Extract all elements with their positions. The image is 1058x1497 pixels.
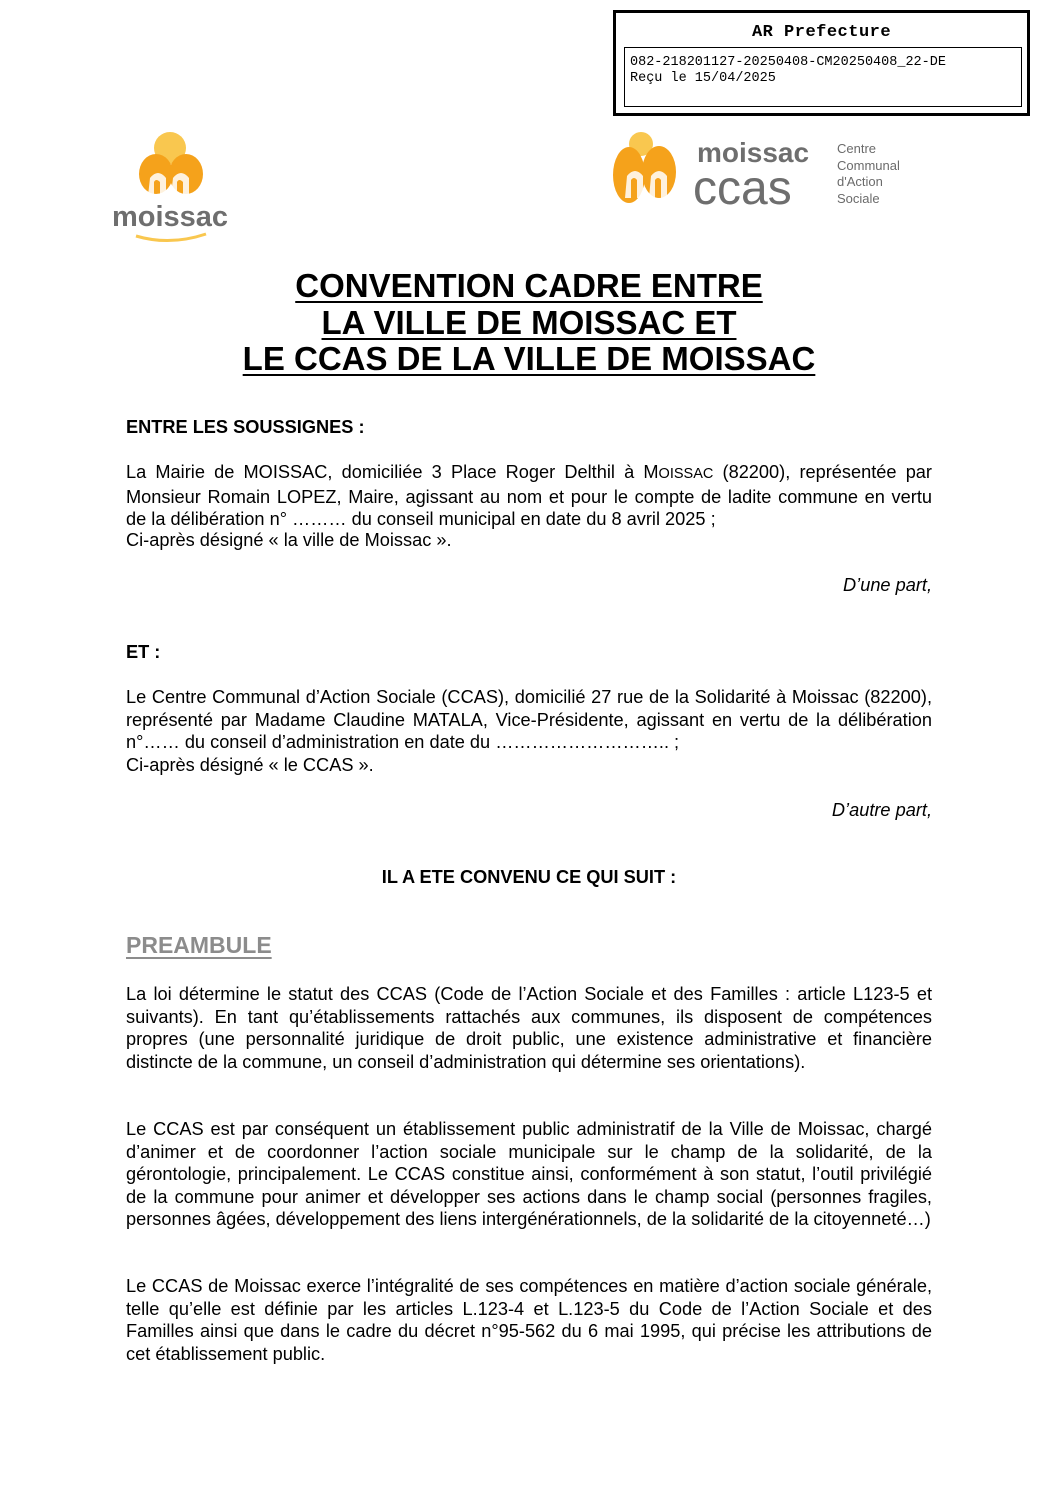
ccas-word-2: Communal xyxy=(837,157,900,173)
ccas-word-4: Sociale xyxy=(837,190,880,206)
ccas-logo-brand: moissac xyxy=(697,137,810,168)
stamp-reference: 082-218201127-20250408-CM20250408_22-DE xyxy=(630,55,946,70)
mairie-line1-after: (82200), représentée par xyxy=(713,462,932,482)
document-title xyxy=(0,268,1058,378)
agreed-heading: IL A ETE CONVENU CE QUI SUIT : xyxy=(381,867,677,887)
stamp-received-date: Reçu le 15/04/2025 xyxy=(630,71,776,86)
ccas-logo-words xyxy=(837,141,900,207)
preambule-paragraph-2: Le CCAS est par conséquent un établissement public administratif de la Ville de Moissac, chargé d’animer et de coordonner l’action sociale municipale sur le champ de la solidarité, de la gérontologie, principalement. Le CCAS constitue ainsi, conformément à son statut, l’outil privilégié de la commune pour animer et développer ses actions dans le champ social (personnes fragiles, personnes âgées, développement des liens intergénérationnels, de la solidarité de la citoyenneté…) xyxy=(126,1119,932,1230)
mairie-designation: Ci-après désigné « la ville de Moissac ». xyxy=(126,530,452,550)
preambule-paragraph-3: Le CCAS de Moissac exerce l’intégralité de ses compétences en matière d’action sociale générale, telle qu’elle est définie par les articles L.123-4 et L.123-5 du Code de l’Action Sociale et des Familles ainsi que dans le cadre du décret n°95-562 du 6 mai 1995, qui précise les attributions de cet établissement public. xyxy=(126,1276,932,1364)
parties-heading: ENTRE LES SOUSSIGNES : xyxy=(126,417,365,437)
part-two-label: D’autre part, xyxy=(831,800,932,820)
title-line-2: LA VILLE DE MOISSAC ET xyxy=(321,303,737,341)
ccas-word-1: Centre xyxy=(837,141,877,156)
mairie-paragraph xyxy=(126,461,932,531)
preambule-paragraph-1: La loi détermine le statut des CCAS (Code de l’Action Sociale et des Familles : article L123-5 et suivants). En tant qu’établissements rattachés aux communes, ils disposent de compétences propres (une personnalité juridique de droit public, une existence administrative et financière distincte de la commune, un conseil d’administration qui détermine ses orientations). xyxy=(126,984,932,1072)
ar-prefecture-stamp xyxy=(613,10,1030,116)
title-line-3: LE CCAS DE LA VILLE DE MOISSAC xyxy=(242,340,816,377)
moissac-logo xyxy=(98,128,243,246)
title-line-1: CONVENTION CADRE ENTRE xyxy=(295,267,763,304)
ccas-word-3: d'Action xyxy=(837,174,883,189)
logo-left-wordmark: moissac xyxy=(111,201,229,233)
stamp-details xyxy=(624,47,1022,107)
mairie-rest: Monsieur Romain LOPEZ, Maire, agissant au nom et pour le compte de ladite commune en vertu de la délibération n° ……… du conseil municipal en date du 8 avril 2025 ; xyxy=(126,486,932,530)
et-heading: ET : xyxy=(126,642,161,662)
mairie-line1-smallcaps: OISSAC xyxy=(658,466,714,482)
ccas-paragraph: Le Centre Communal d’Action Sociale (CCAS), domicilié 27 rue de la Solidarité à Moissac (82200), représenté par Madame Claudine MATALA, Vice-Présidente, agissant en vertu de la délibération n°…… du conseil d’administration en date du ……………………….. ; xyxy=(126,687,932,753)
stamp-title: AR Prefecture xyxy=(751,23,892,42)
preambule-heading: PREAMBULE xyxy=(126,932,272,958)
logo-swoosh xyxy=(136,234,206,241)
mairie-line1-before: La Mairie de MOISSAC, domiciliée 3 Place Roger Delthil à M xyxy=(126,462,659,482)
part-one-label: D’une part, xyxy=(843,575,932,595)
ccas-logo-sub: ccas xyxy=(693,162,792,215)
ccas-designation: Ci-après désigné « le CCAS ». xyxy=(126,755,374,775)
